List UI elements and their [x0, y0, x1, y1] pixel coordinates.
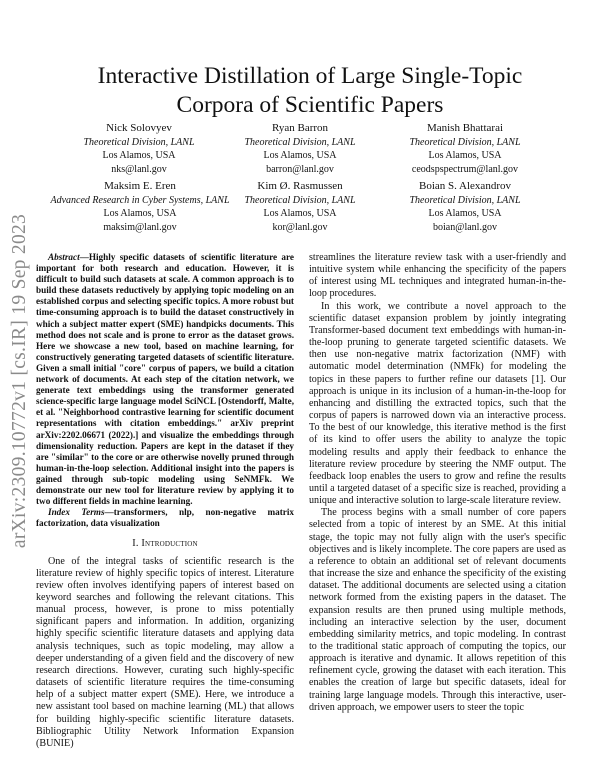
- author-card: [390, 180, 540, 234]
- abstract: [36, 252, 294, 507]
- body-paragraph: One of the integral tasks of scientific research is the literature review of highly specific topics of interest. Literature review often involves identifying papers of interest based on keyword searches and following the relevant citations. This manual process, however, is prone to miss potentially significant papers and information. In addition, organizing highly specific scientific literature datasets and applying data analysis techniques, such as topic modeling, may allow a deeper understanding of a given field and the discovery of new research directions. However, curating such highly-specific datasets of scientific literature requires the time-consuming help of a subject matter expert (SME). Here, we introduce a new assistant tool based on machine learning (ML) that allows for building highly-specific scientific literature datasets. Bibliographic Utility Network Information Expansion (BUNIE): [36, 555, 294, 749]
- author-location: Los Alamos, USA: [103, 208, 177, 219]
- index-terms: [36, 507, 294, 529]
- author-card: [390, 122, 540, 176]
- index-terms-text: —transformers, nlp, non-negative matrix factorization, data visualization: [36, 507, 294, 529]
- abstract-text: —Highly specific datasets of scientific literature are important for both research and education. However, it is difficult to build such datasets at scale. A common approach is to build these datasets reductively by applying topic modeling on an established corpus and selecting specific topics. A more robust but time-consuming approach is to build the dataset constructively in which a subject matter expert (SME) handpicks documents. This method does not scale and is prone to error as the dataset grows. Here we showcase a new tool, based on machine learning, for constructively generating targeted datasets of scientific literature. Given a small initial "core" corpus of papers, we build a citation network of documents. At each step of the citation network, we generate text embeddings using the transformer generated science-specific large language model SciNCL [Ostendorff, Malte, et al. "Neighborhood contrastive learning for scientific document representations with citation embeddings." arXiv preprint arXiv:2202.06671 (2022).] and visualize the embeddings through dimensionality reduction. Papers are kept in the dataset if they are "similar" to the core or are otherwise novelly pruned through human-in-the-loop selection. Additional insight into the papers is gained through sub-topic modeling using SeNMFk. We demonstrate our new tool for literature review by applying it to two different fields in machine learning.: [36, 252, 294, 507]
- author-email: barron@lanl.gov: [266, 163, 334, 175]
- body-paragraph-continuation: streamlines the literature review task with a user-friendly and intuitive system while enhancing the specificity of the papers of interest using ML techniques and integrated human-in-the-loop procedures.: [309, 252, 566, 300]
- author-email: ceodspspectrum@lanl.gov: [411, 163, 519, 175]
- author-location: Los Alamos, USA: [263, 208, 337, 219]
- author-card: [64, 122, 214, 176]
- author-affiliation: Theoretical Division, LANL: [244, 194, 356, 206]
- author-card: [40, 180, 240, 234]
- section-title: Introduction: [141, 538, 198, 550]
- author-affiliation: Theoretical Division, LANL: [409, 194, 521, 206]
- author-affiliation: Theoretical Division, LANL: [409, 136, 521, 148]
- body-paragraph: In this work, we contribute a novel approach to the scientific dataset expansion problem by jointly integrating Transformer-based document text embeddings with human-in-the-loop pruning to generate targeted scientific datasets. We then use non-negative matrix factorization (NMF) with automatic model determination (NMFk) for modeling the topics in these papers to further refine our datasets [1]. Our approach is unique in its inclusion of a human-in-the-loop for enhancing and distilling the extracted topics, such that the corpus of papers is narrowed down via an interactive process. To the best of our knowledge, this iterative method is the first of its kind to offer users the ability to analyze the topic modeling results and apply their feedback to enhance the literature review procedure by steering the NMF output. The feedback loop enables the users to grow and refine the results until a targeted dataset of a specific size is reached, providing a unique and interactive solution to large-scale literature review.: [309, 300, 566, 507]
- author-name: Ryan Barron: [271, 122, 329, 134]
- author-location: Los Alamos, USA: [263, 150, 337, 161]
- author-name: Maksim E. Eren: [104, 180, 176, 192]
- author-name: Manish Bhattarai: [426, 122, 504, 134]
- abstract-lead: Abstract: [48, 252, 80, 262]
- author-name: Nick Solovyev: [106, 122, 172, 134]
- author-email: boian@lanl.gov: [433, 221, 497, 233]
- author-email: nks@lanl.gov: [111, 163, 167, 175]
- body-paragraph: The process begins with a small number of core papers selected from a topic of interest by an SME. At this initial stage, the topic may not fully align with the user's specific objectives and is likely incomplete. The core papers are used as a reference to obtain an additional set of relevant documents that increase the size and enhance the specificity of the existing dataset. The additional documents are selected using a citation network formed from the existing papers in the dataset. The expansion results are then pruned using multiple methods, including an interactive selection by the user, document embedding similarity metrics, and topic modeling. In contrast to the traditional static approach of computing the topics, our approach is iterative and dynamic. It allows repetition of this refinement cycle, growing the dataset with each iteration. This enables the creation of large but specific datasets, ideal for training large language models. Through this interactive, user-driven approach, we empower users to steer the topic: [309, 507, 566, 713]
- right-column: [309, 252, 566, 714]
- arxiv-identifier-stamp: arXiv:2309.10772v1 [cs.IR] 19 Sep 2023: [9, 213, 30, 549]
- author-location: Los Alamos, USA: [102, 150, 176, 161]
- author-email: maksim@lanl.gov: [103, 221, 177, 233]
- paper-title: Interactive Distillation of Large Single-Topic Corpora of Scientific Papers: [97, 62, 523, 118]
- author-name: Kim Ø. Rasmussen: [257, 180, 343, 192]
- author-location: Los Alamos, USA: [428, 150, 502, 161]
- left-column: [36, 252, 294, 750]
- author-name: Boian S. Alexandrov: [419, 180, 511, 192]
- section-number: I.: [132, 538, 139, 550]
- author-location: Los Alamos, USA: [428, 208, 502, 219]
- author-card: [225, 122, 375, 176]
- author-card: [225, 180, 375, 234]
- index-terms-lead: Index Terms: [48, 507, 105, 518]
- author-affiliation: Theoretical Division, LANL: [83, 136, 195, 148]
- section-heading: [36, 538, 294, 550]
- author-affiliation: Theoretical Division, LANL: [244, 136, 356, 148]
- author-affiliation: Advanced Research in Cyber Systems, LANL: [50, 194, 230, 206]
- author-email: kor@lanl.gov: [272, 221, 328, 233]
